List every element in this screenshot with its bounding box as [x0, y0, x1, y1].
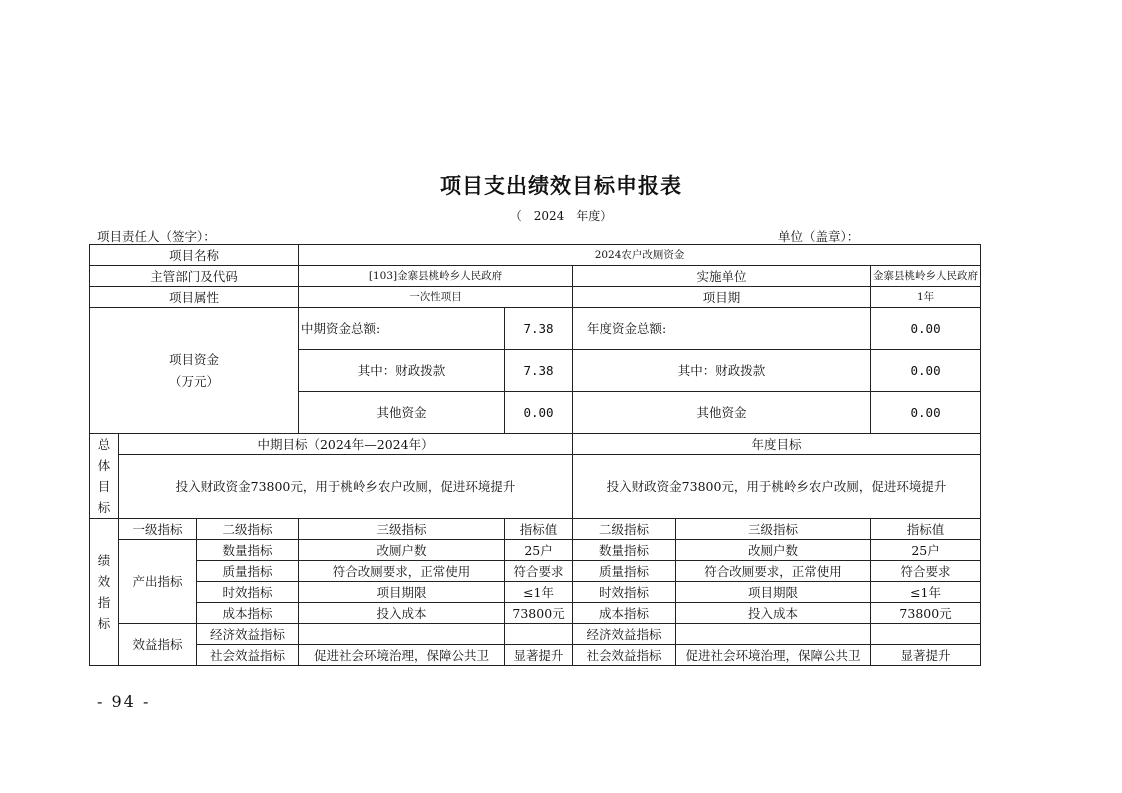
- mid-target-text: 投入财政资金73800元，用于桃岭乡农户改厕，促进环境提升: [119, 455, 573, 519]
- row-l3: 符合改厕要求，正常使用: [299, 561, 505, 582]
- project-name-value: 2024农户改厕资金: [299, 245, 981, 266]
- row-department: [90, 266, 981, 287]
- annual-total-value: 0.00: [871, 308, 981, 350]
- row-l2: 质量指标: [197, 561, 299, 582]
- department-value: [103]金寨县桃岭乡人民政府: [299, 266, 573, 287]
- header-level2-annual: 二级指标: [573, 519, 676, 540]
- project-funds-label: [90, 308, 299, 434]
- row-l2-annual: 成本指标: [573, 603, 676, 624]
- output-indicator-label: 产出指标: [119, 540, 197, 624]
- row-l3-annual: 促进社会环境治理，保障公共卫: [676, 645, 871, 666]
- row-l2: 成本指标: [197, 603, 299, 624]
- row-project-name: [90, 245, 981, 266]
- row-l3: 改厕户数: [299, 540, 505, 561]
- row-l3-annual: 投入成本: [676, 603, 871, 624]
- form-year: （ 2024 年度）: [509, 209, 613, 223]
- row-value-annual: 73800元: [871, 603, 981, 624]
- unit-seal-label: 单位（盖章）：: [778, 229, 860, 244]
- row-l2: 经济效益指标: [197, 624, 299, 645]
- row-attribute: [90, 287, 981, 308]
- header-level3: 三级指标: [299, 519, 505, 540]
- performance-side-label: 绩 效 指 标: [90, 519, 119, 666]
- project-funds-label-line1: 项目资金: [169, 351, 220, 367]
- project-attribute-label: 项目属性: [90, 287, 299, 308]
- table-row: [90, 645, 981, 666]
- table-row: [90, 624, 981, 645]
- row-value-annual: [871, 624, 981, 645]
- table-row: [90, 582, 981, 603]
- row-value: 73800元: [505, 603, 573, 624]
- header-level1: 一级指标: [119, 519, 197, 540]
- mid-fiscal-label: 其中：财政拨款: [299, 350, 505, 392]
- row-l2-annual: 社会效益指标: [573, 645, 676, 666]
- row-l2-annual: 时效指标: [573, 582, 676, 603]
- row-value-annual: 显著提升: [871, 645, 981, 666]
- row-value: 显著提升: [505, 645, 573, 666]
- row-value-annual: ≤1年: [871, 582, 981, 603]
- benefit-indicator-label: 效益指标: [119, 624, 197, 666]
- row-l2: 社会效益指标: [197, 645, 299, 666]
- responsible-signature-label: 项目责任人（签字）：: [97, 229, 216, 244]
- annual-fiscal-label: 其中：财政拨款: [573, 350, 871, 392]
- row-l2: 时效指标: [197, 582, 299, 603]
- annual-other-value: 0.00: [871, 392, 981, 434]
- row-value: [505, 624, 573, 645]
- row-value: ≤1年: [505, 582, 573, 603]
- annual-fiscal-value: 0.00: [871, 350, 981, 392]
- row-overall-header: [90, 434, 981, 455]
- row-l3: [299, 624, 505, 645]
- project-funds-label-line2: （万元）: [169, 373, 220, 389]
- project-period-label: 项目期: [573, 287, 871, 308]
- row-l2-annual: 数量指标: [573, 540, 676, 561]
- mid-fiscal-value: 7.38: [505, 350, 573, 392]
- row-l2: 数量指标: [197, 540, 299, 561]
- annual-total-label: 年度资金总额:: [573, 308, 871, 350]
- mid-total-value: 7.38: [505, 308, 573, 350]
- table-row: [90, 540, 981, 561]
- annual-target-text: 投入财政资金73800元，用于桃岭乡农户改厕，促进环境提升: [573, 455, 981, 519]
- row-value: 符合要求: [505, 561, 573, 582]
- row-l3-annual: 符合改厕要求，正常使用: [676, 561, 871, 582]
- header-level3-annual: 三级指标: [676, 519, 871, 540]
- project-attribute-value: 一次性项目: [299, 287, 573, 308]
- row-value: 25户: [505, 540, 573, 561]
- row-l2-annual: 质量指标: [573, 561, 676, 582]
- mid-total-label: 中期资金总额:: [299, 308, 505, 350]
- mid-other-value: 0.00: [505, 392, 573, 434]
- project-name-label: 项目名称: [90, 245, 299, 266]
- row-overall-text: [90, 455, 981, 519]
- implementing-unit-label: 实施单位: [573, 266, 871, 287]
- header-value: 指标值: [505, 519, 573, 540]
- row-indicator-header: [90, 519, 981, 540]
- row-funds-total: [90, 308, 981, 350]
- row-l2-annual: 经济效益指标: [573, 624, 676, 645]
- annual-target-header: 年度目标: [573, 434, 981, 455]
- row-l3-annual: 项目期限: [676, 582, 871, 603]
- row-l3-annual: [676, 624, 871, 645]
- implementing-unit-value: 金寨县桃岭乡人民政府: [871, 266, 981, 287]
- overall-target-side-label: 总 体 目 标: [90, 434, 119, 519]
- department-label: 主管部门及代码: [90, 266, 299, 287]
- table-row: [90, 561, 981, 582]
- mid-target-header: 中期目标（2024年—2024年）: [119, 434, 573, 455]
- project-period-value: 1年: [871, 287, 981, 308]
- row-value-annual: 符合要求: [871, 561, 981, 582]
- row-l3: 投入成本: [299, 603, 505, 624]
- performance-target-table: [89, 244, 981, 666]
- form-title: 项目支出绩效目标申报表: [440, 174, 682, 198]
- table-row: [90, 603, 981, 624]
- annual-other-label: 其他资金: [573, 392, 871, 434]
- mid-other-label: 其他资金: [299, 392, 505, 434]
- row-l3: 项目期限: [299, 582, 505, 603]
- header-level2: 二级指标: [197, 519, 299, 540]
- row-value-annual: 25户: [871, 540, 981, 561]
- row-l3: 促进社会环境治理，保障公共卫: [299, 645, 505, 666]
- header-value-annual: 指标值: [871, 519, 981, 540]
- row-l3-annual: 改厕户数: [676, 540, 871, 561]
- page-number: - 94 -: [97, 692, 151, 711]
